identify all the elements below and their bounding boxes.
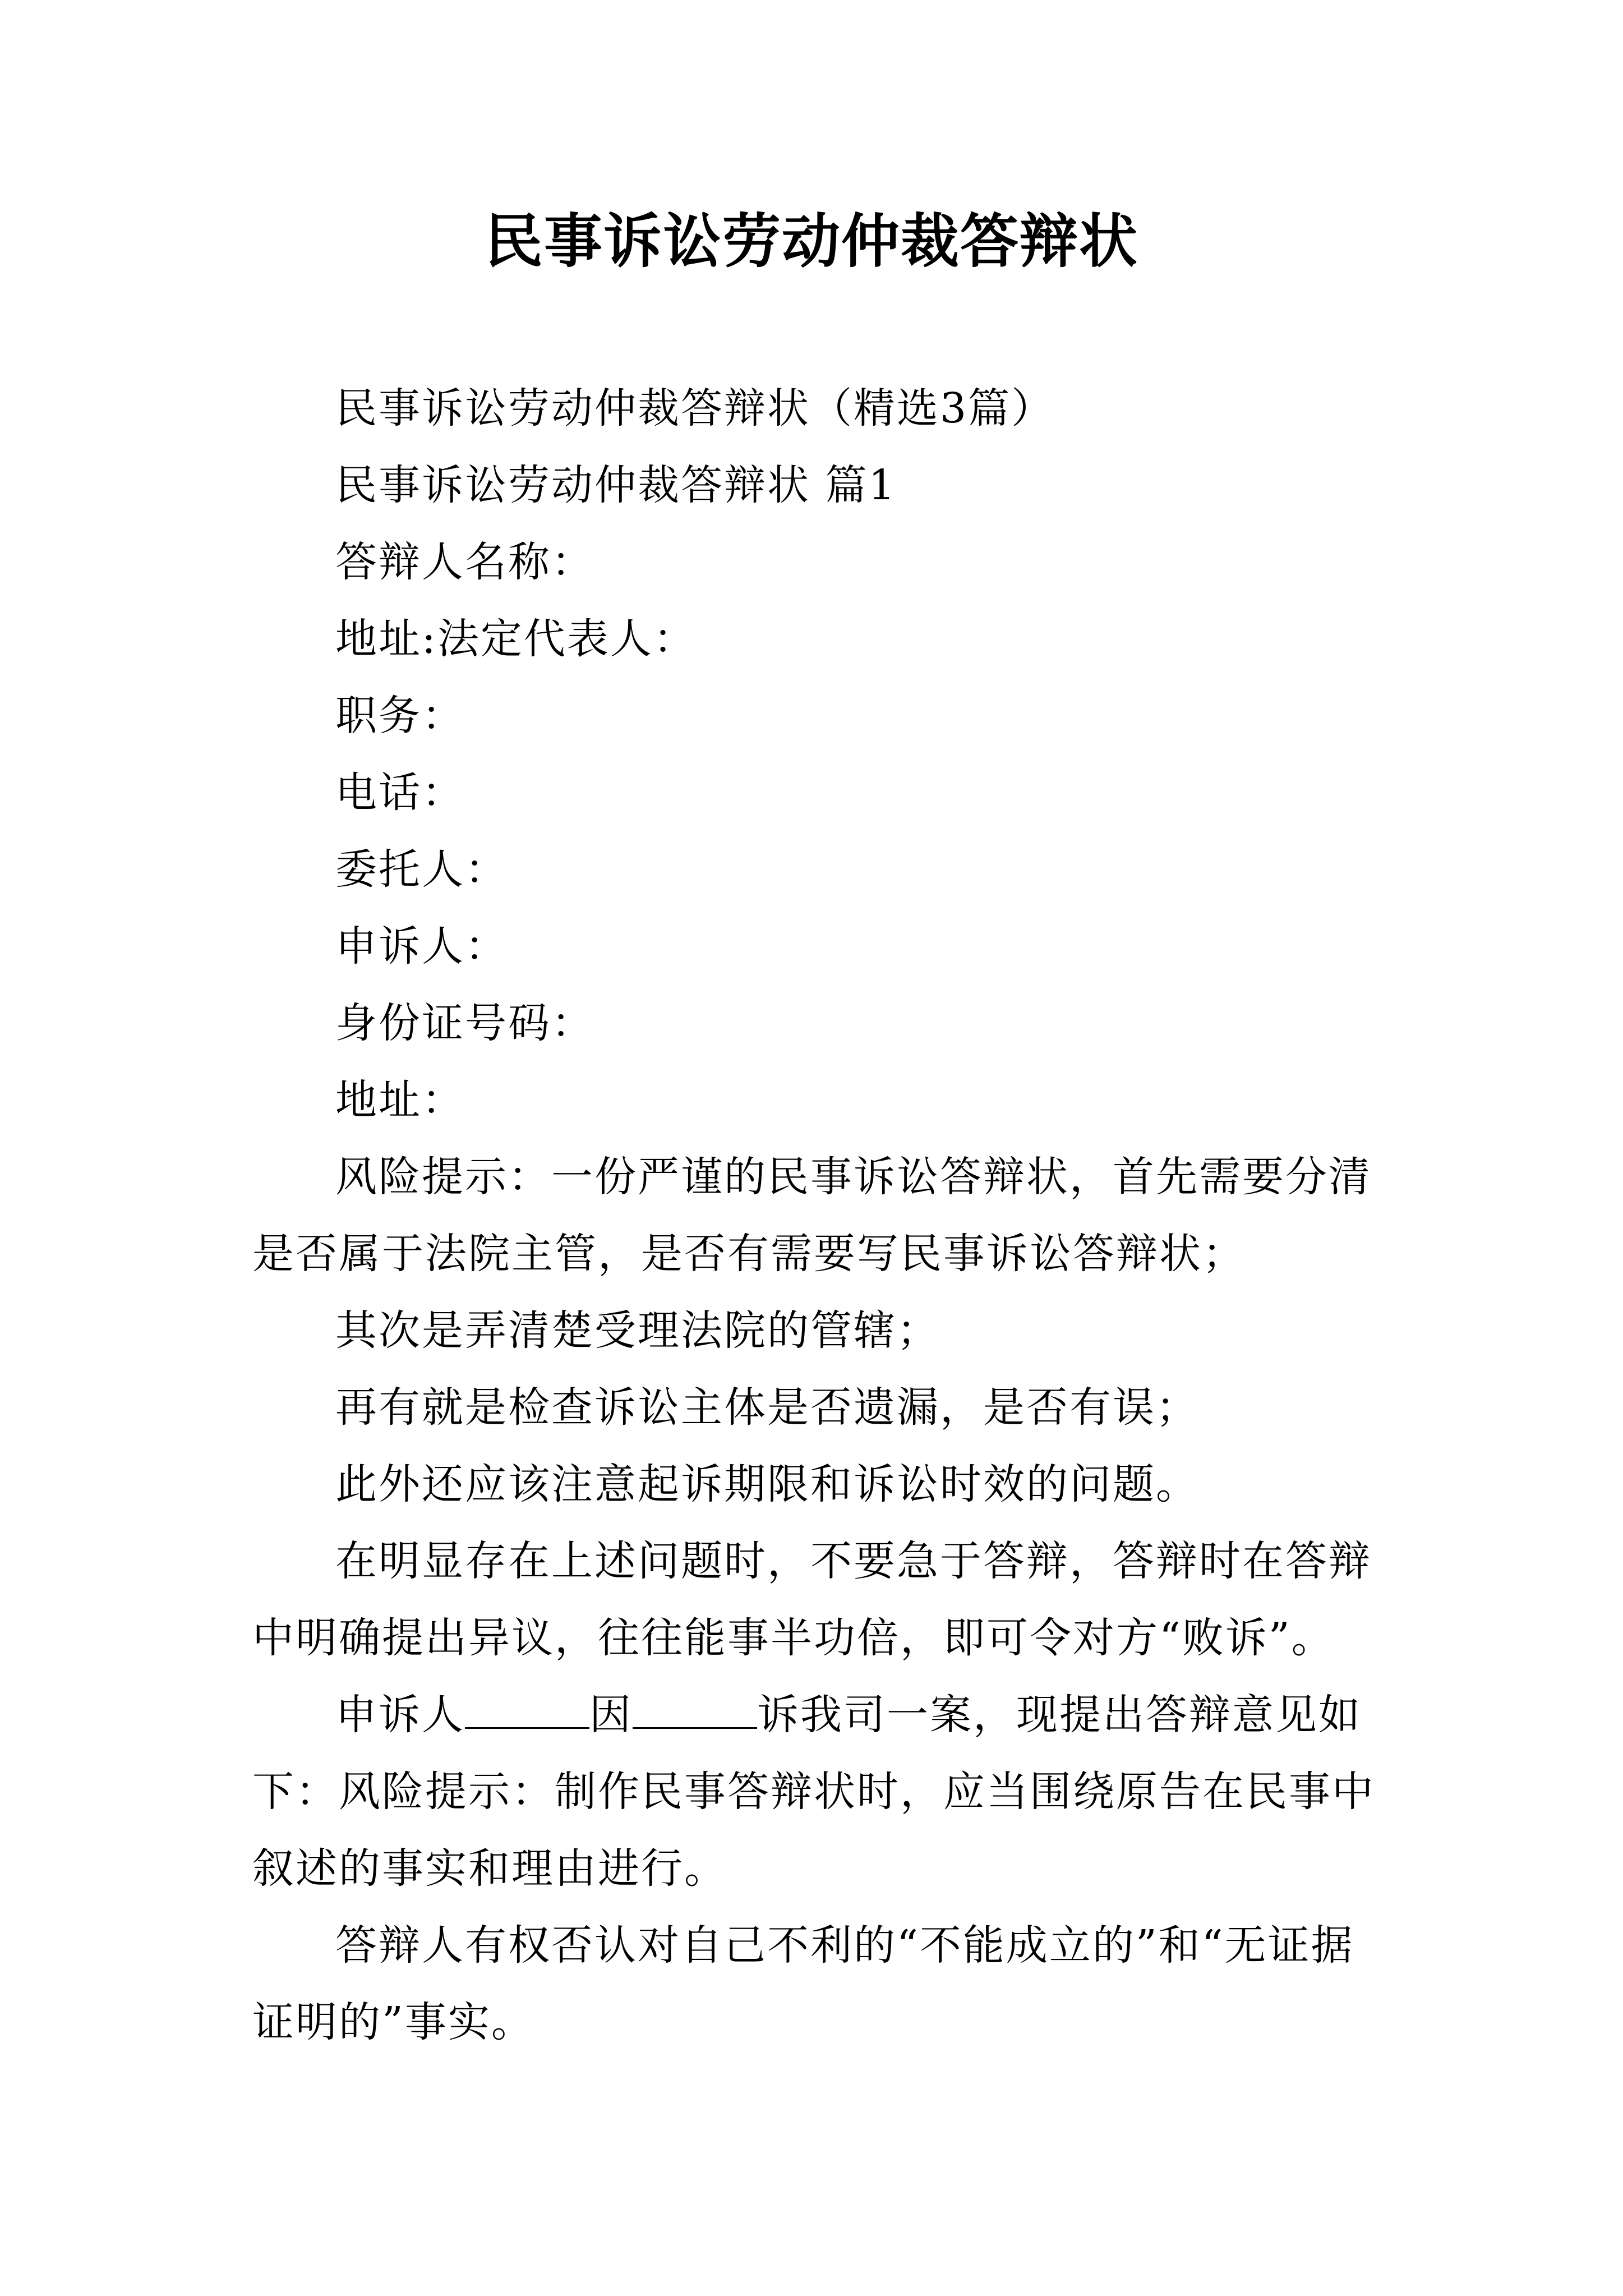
blank-line [465,1688,589,1729]
complaint-text: 诉我司一案，现提出答辩意见如下：风险提示：制作民事答辩状时，应当围绕原告在民事中叙述的事实和理由进行。 [252,1691,1375,1893]
complaint-paragraph [252,1677,1385,1907]
document-title: 民事诉讼劳动仲裁答辩状 [484,207,1138,275]
paragraph: 其次是弄清楚受理法院的管辖； [335,1306,940,1355]
paragraph: 职务： [335,692,465,740]
paragraph: 答辩人名称： [335,538,594,586]
paragraph: 电话： [335,769,465,817]
paragraph: 再有就是检查诉讼主体是否遗漏，是否有误； [335,1383,1199,1432]
complaint-text: 因 [589,1691,633,1739]
paragraph: 风险提示：一份严谨的民事诉讼答辩状，首先需要分清是否属于法院主管，是否有需要写民事诉讼答辩状； [252,1153,1372,1278]
paragraph: 此外还应该注意起诉期限和诉讼时效的问题。 [335,1460,1199,1508]
complaint-text: 申诉人 [335,1691,465,1739]
paragraph: 在明显存在上述问题时，不要急于答辩，答辩时在答辩中明确提出异议，往往能事半功倍，即可令对方“败诉”。 [252,1537,1372,1662]
paragraph: 民事诉讼劳动仲裁答辩状 篇1 [335,461,897,509]
paragraph: 申诉人： [335,922,508,970]
blank-line [633,1688,757,1729]
paragraph: 地址： [335,1076,465,1124]
paragraph: 委托人： [335,845,508,894]
document-body [252,370,1385,2061]
paragraph: 地址:法定代表人： [335,615,697,663]
paragraph: 民事诉讼劳动仲裁答辩状（精选3篇） [335,384,1055,432]
paragraph: 身份证号码： [335,999,594,1047]
paragraph: 答辩人有权否认对自己不利的“不能成立的”和“无证据证明的”事实。 [252,1921,1354,2046]
